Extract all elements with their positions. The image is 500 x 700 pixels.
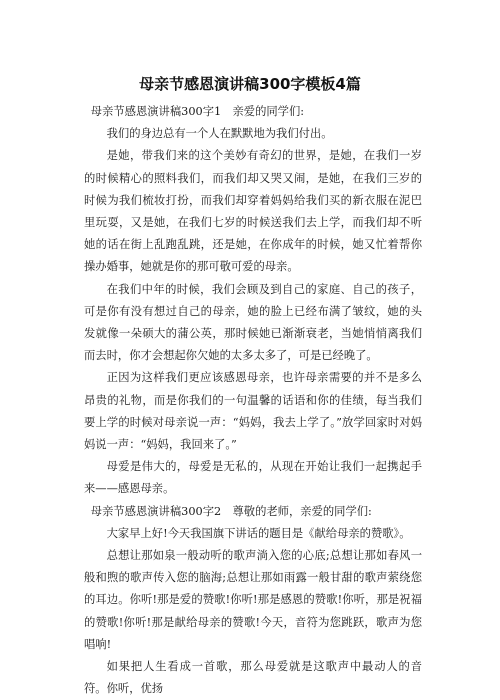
paragraph: 总想让那如泉一般动听的歌声淌入您的心底;总想让那如春风一般和煦的歌声传入您的脑海;总想让那如雨露一般甘甜的歌声萦绕您的耳边。你听!那是爱的赞歌!你听!那是感恩的赞歌!你听，那是祝福的赞歌!你听!那是献给母亲的赞歌!今天，音符为您跳跃，歌声为您唱响! xyxy=(84,549,422,651)
document-body xyxy=(84,101,422,700)
paragraph: 在我们中年的时候，我们会顾及到自己的家庭、自己的孩子，可是你有没有想过自己的母亲，她的脸上已经布满了皱纹，她的头发就像一朵硕大的蒲公英，那时候她已渐渐衰老，当她悄悄离我们而去时，你才会想起你欠她的太多太多了，可是已经晚了。 xyxy=(84,282,422,363)
section-heading: 母亲节感恩演讲稿300字2 尊敬的老师，亲爱的同学们: xyxy=(90,504,372,518)
paragraph: 大家早上好!今天我国旗下讲话的题目是《献给母亲的赞歌》。 xyxy=(106,526,411,540)
paragraph: 如果把人生看成一首歌，那么母爱就是这歌声中最动人的音符。你听，优扬 xyxy=(84,660,422,696)
paragraph: 我们的身边总有一个人在默默地为我们付出。 xyxy=(106,127,333,141)
section-heading: 母亲节感恩演讲稿300字1 亲爱的同学们: xyxy=(90,105,305,118)
document-title: 母亲节感恩演讲稿300字模板4篇 xyxy=(139,75,361,93)
paragraph: 是她，带我们来的这个美妙有奇幻的世界，是她，在我们一岁的时候精心的照料我们，而我们却又哭又闹，是她，在我们三岁的时候为我们梳妆打扮，而我们却穿着妈妈给我们买的新衣服在泥巴里玩耍，又是她，在我们七岁的时候送我们去上学，而我们却不听她的话在街上乱跑乱跳，还是她，在你成年的时候，她又忙着帮你操办婚事，她就是你的那可敬可爱的母亲。 xyxy=(84,149,422,274)
paragraph: 母爱是伟大的，母爱是无私的，从现在开始让我们一起携起手来——感恩母亲。 xyxy=(84,460,422,496)
paragraph: 正因为这样我们更应该感恩母亲，也许母亲需要的并不是多么昂贵的礼物，而是你我们的一句温馨的话语和你的佳绩，每当我们要上学的时候对母亲说一声：“妈妈，我去上学了。”放学回家时对妈妈说一声：“妈妈，我回来了。” xyxy=(84,371,422,452)
